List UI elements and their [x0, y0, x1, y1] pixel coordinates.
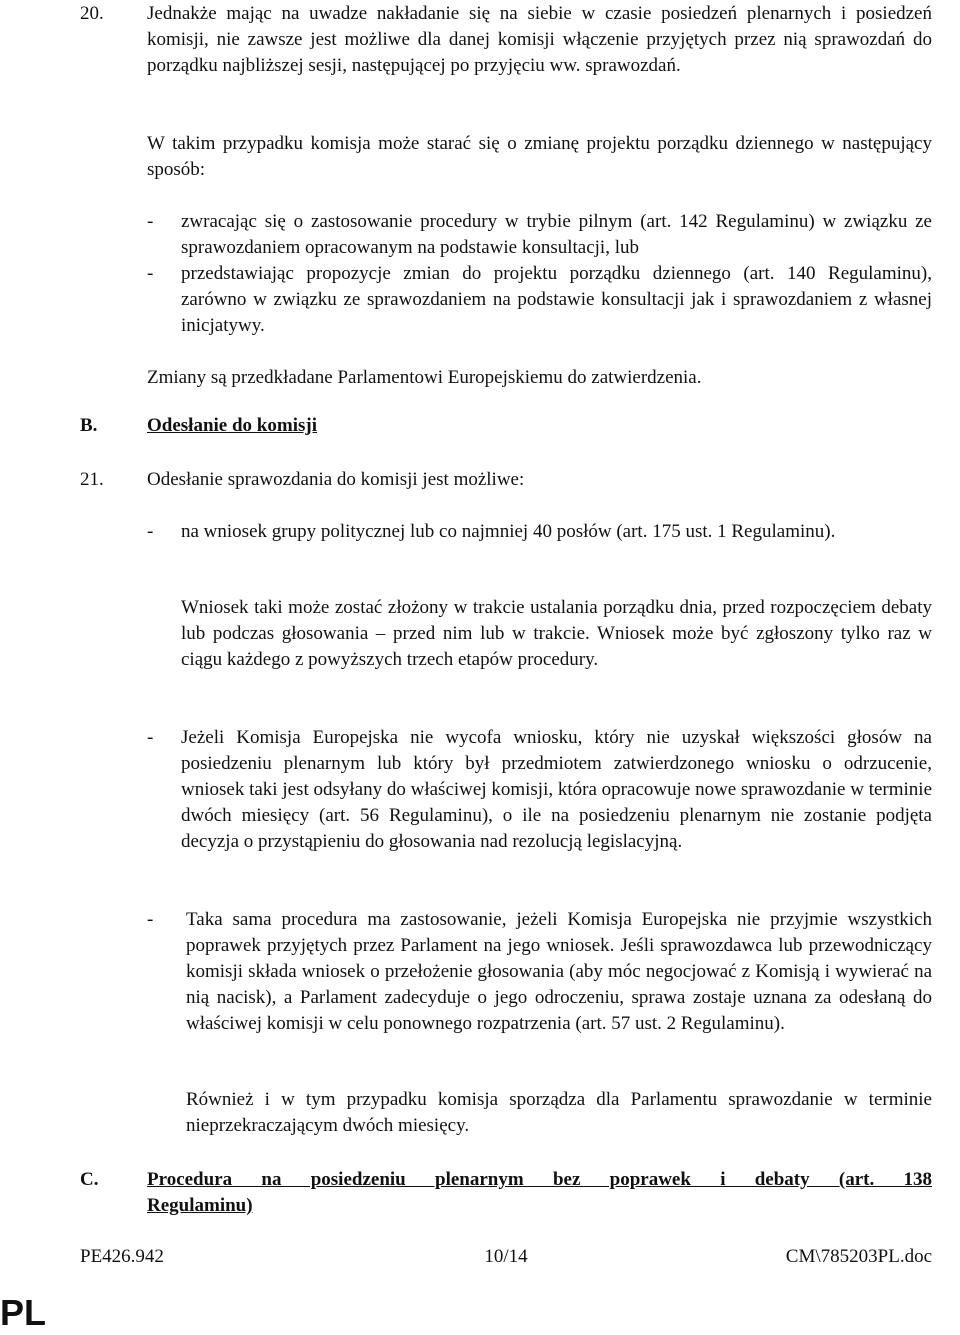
section-b-letter: B.: [80, 415, 98, 436]
item-21-text: Odesłanie sprawozdania do komisji jest możliwe:: [147, 469, 525, 490]
bullet-text: przedstawiając propozycje zmian do projektu porządku dziennego (art. 140 Regulaminu), zarówno w związku ze sprawozdaniem na podstawie konsultacji jak i sprawozdaniem z własnej inicjatywy.: [181, 263, 932, 336]
bullet-dash: -: [147, 263, 154, 284]
footer-doc-ref: PE426.942: [80, 1246, 164, 1267]
page-footer: [80, 1246, 932, 1272]
footer-file-name: CM\785203PL.doc: [785, 1246, 932, 1267]
section-b-heading: [0, 415, 960, 441]
section-b-title: Odesłanie do komisji: [147, 415, 317, 436]
bullet-dash: -: [147, 521, 154, 542]
section-c-title-line2: Regulaminu): [147, 1195, 253, 1216]
item-20-closing: Zmiany są przedkładane Parlamentowi Europejskiemu do zatwierdzenia.: [147, 367, 702, 388]
bullet-text: Jeżeli Komisja Europejska nie wycofa wniosku, który nie uzyskał większości głosów na posiedzeniu plenarnym lub który był przedmiotem zatwierdzonego wniosku o odrzucenie, wniosek taki jest odsyłany do właściwej komisji, która opracowuje nowe sprawozdanie w terminie dwóch miesięcy (art. 56 Regulaminu), o ile na posiedzeniu plenarnym nie zostanie podjęta decyzja o przystąpieniu do głosowania nad rezolucją legislacyjną.: [181, 727, 932, 852]
item-number-20: 20.: [80, 3, 104, 24]
bullet-text: zwracając się o zastosowanie procedury w trybie pilnym (art. 142 Regulaminu) w związku ze sprawozdaniem opracowanym na podstawie konsultacji, lub: [181, 211, 932, 258]
bullet-dash: -: [147, 909, 154, 930]
section-c-letter: C.: [80, 1169, 99, 1190]
bullet-dash: -: [147, 727, 154, 748]
item-number-21: 21.: [80, 469, 104, 490]
bullet-text: Taka sama procedura ma zastosowanie, jeżeli Komisja Europejska nie przyjmie wszystkich poprawek przyjętych przez Parlament na jego wniosek. Jeśli sprawozdawca lub przewodniczący komisji składa wniosek o przełożenie głosowania (aby móc negocjować z Komisją i wywierać na nią nacisk), a Parlament zadecyduje o jego odroczeniu, sprawa zostaje uznana za odesłaną do właściwej komisji w celu ponownego rozpatrzenia (art. 57 ust. 2 Regulaminu).: [186, 909, 932, 1034]
item-21-bullet-1-para: Wniosek taki może zostać złożony w trakcie ustalania porządku dnia, przed rozpoczęciem debaty lub podczas głosowania – przed nim lub w trakcie. Wniosek może być zgłoszony tylko raz w ciągu każdego z powyższych trzech etapów procedury.: [181, 597, 932, 670]
item-20-text: Jednakże mając na uwadze nakładanie się na siebie w czasie posiedzeń plenarnych i posiedzeń komisji, nie zawsze jest możliwe dla danej komisji włączenie przyjętych przez nią sprawozdań do porządku najbliższej sesji, następującej po przyjęciu ww. sprawozdań.: [147, 3, 932, 76]
section-c-heading: [0, 1167, 960, 1219]
bullet-dash: -: [147, 211, 154, 232]
bullet-text: na wniosek grupy politycznej lub co najmniej 40 posłów (art. 175 ust. 1 Regulaminu).: [181, 521, 836, 542]
item-20-para2: W takim przypadku komisja może starać się o zmianę projektu porządku dziennego w następujący sposób:: [147, 133, 932, 180]
language-code: PL: [0, 1292, 47, 1333]
footer-page-number: 10/14: [484, 1246, 528, 1267]
item-21-bullet-3-para: Również i w tym przypadku komisja sporządza dla Parlamentu sprawozdanie w terminie nieprzekraczającym dwóch miesięcy.: [186, 1089, 932, 1136]
section-c-title-line1: Procedura na posiedzeniu plenarnym bez poprawek i debaty (art. 138: [147, 1169, 932, 1190]
